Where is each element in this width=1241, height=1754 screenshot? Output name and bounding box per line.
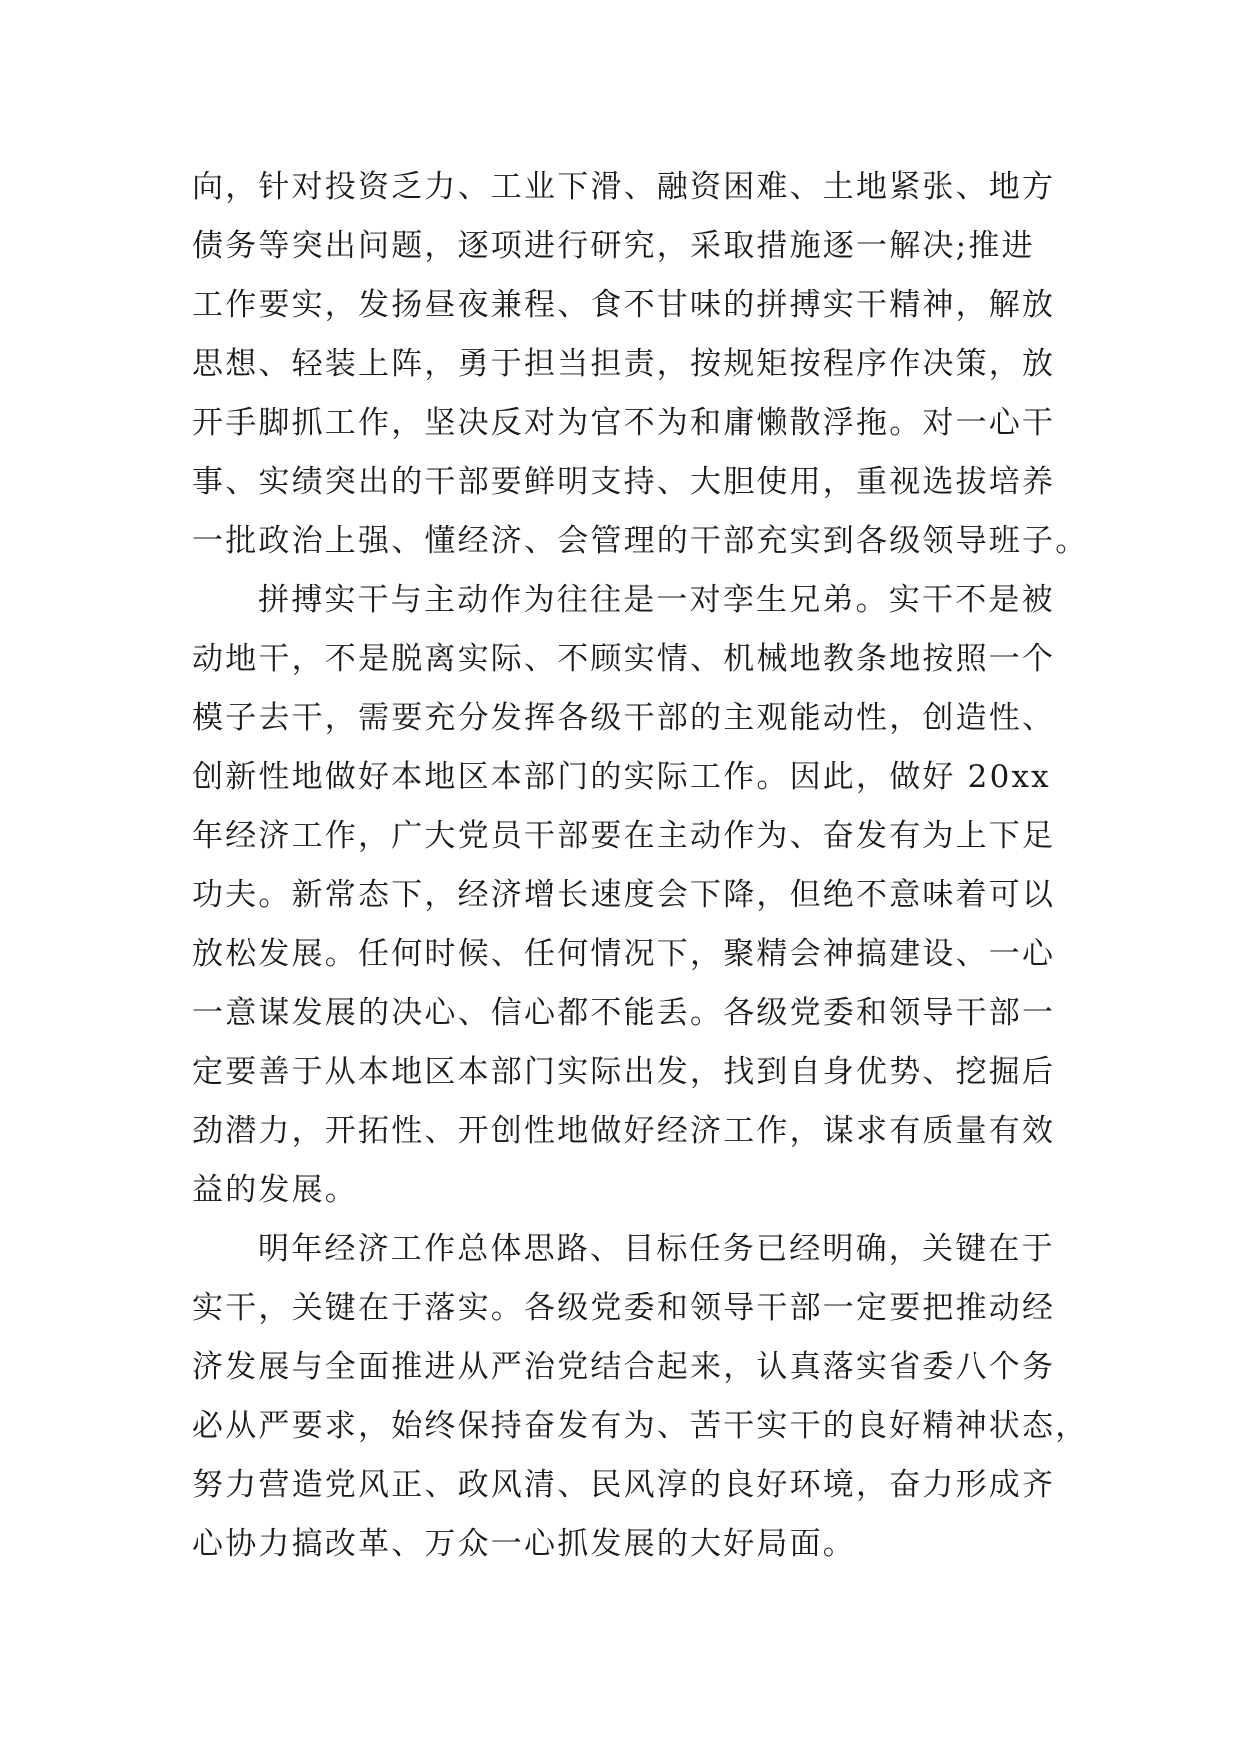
paragraph-2-line-3: 模子去干，需要充分发挥各级干部的主观能动性，创造性、 [192,700,1056,736]
paragraph-2-line-11: 益的发展。 [192,1172,358,1208]
paragraph-1-line-6: 事、实绩突出的干部要鲜明支持、大胆使用，重视选拔培养 [192,464,1056,500]
paragraph-3-line-5: 努力营造党风正、政风清、民风淳的良好环境，奋力形成齐 [192,1467,1056,1503]
paragraph-1-line-3: 工作要实，发扬昼夜兼程、食不甘味的拼搏实干精神，解放 [192,287,1056,323]
paragraph-1-line-4: 思想、轻装上阵，勇于担当担责，按规矩按程序作决策，放 [192,346,1056,382]
paragraph-3-line-4: 必从严要求，始终保持奋发有为、苦干实干的良好精神状态， [192,1408,1089,1444]
paragraph-2-line-7: 放松发展。任何时候、任何情况下，聚精会神搞建设、一心 [192,936,1056,972]
paragraph-2-line-10: 劲潜力，开拓性、开创性地做好经济工作，谋求有质量有效 [192,1113,1056,1149]
paragraph-1-line-7: 一批政治上强、懂经济、会管理的干部充实到各级领导班子。 [192,523,1089,559]
body-text [192,158,1089,1574]
paragraph-1-line-5: 开手脚抓工作，坚决反对为官不为和庸懒散浮拖。对一心干 [192,405,1056,441]
paragraph-3-line-6: 心协力搞改革、万众一心抓发展的大好局面。 [192,1526,856,1562]
paragraph-2-line-9: 定要善于从本地区本部门实际出发，找到自身优势、挖掘后 [192,1054,1056,1090]
paragraph-1-line-2: 债务等突出问题，逐项进行研究，采取措施逐一解决;推进 [192,228,1035,264]
paragraph-3-line-3: 济发展与全面推进从严治党结合起来，认真落实省委八个务 [192,1349,1056,1385]
paragraph-2-line-5: 年经济工作，广大党员干部要在主动作为、奋发有为上下足 [192,818,1056,854]
paragraph-3-line-2: 实干，关键在于落实。各级党委和领导干部一定要把推动经 [192,1290,1056,1326]
paragraph-3-line-1: 明年经济工作总体思路、目标任务已经明确，关键在于 [258,1231,1055,1267]
paragraph-2-line-2: 动地干，不是脱离实际、不顾实情、机械地教条地按照一个 [192,641,1056,677]
paragraph-2-line-8: 一意谋发展的决心、信心都不能丢。各级党委和领导干部一 [192,995,1056,1031]
paragraph-2-line-1: 拼搏实干与主动作为往往是一对孪生兄弟。实干不是被 [258,582,1055,618]
paragraph-2-line-6: 功夫。新常态下，经济增长速度会下降，但绝不意味着可以 [192,877,1056,913]
paragraph-1-line-1: 向，针对投资乏力、工业下滑、融资困难、土地紧张、地方 [192,169,1056,205]
paragraph-2-line-4: 创新性地做好本地区本部门的实际工作。因此，做好 20xx [192,759,1051,795]
